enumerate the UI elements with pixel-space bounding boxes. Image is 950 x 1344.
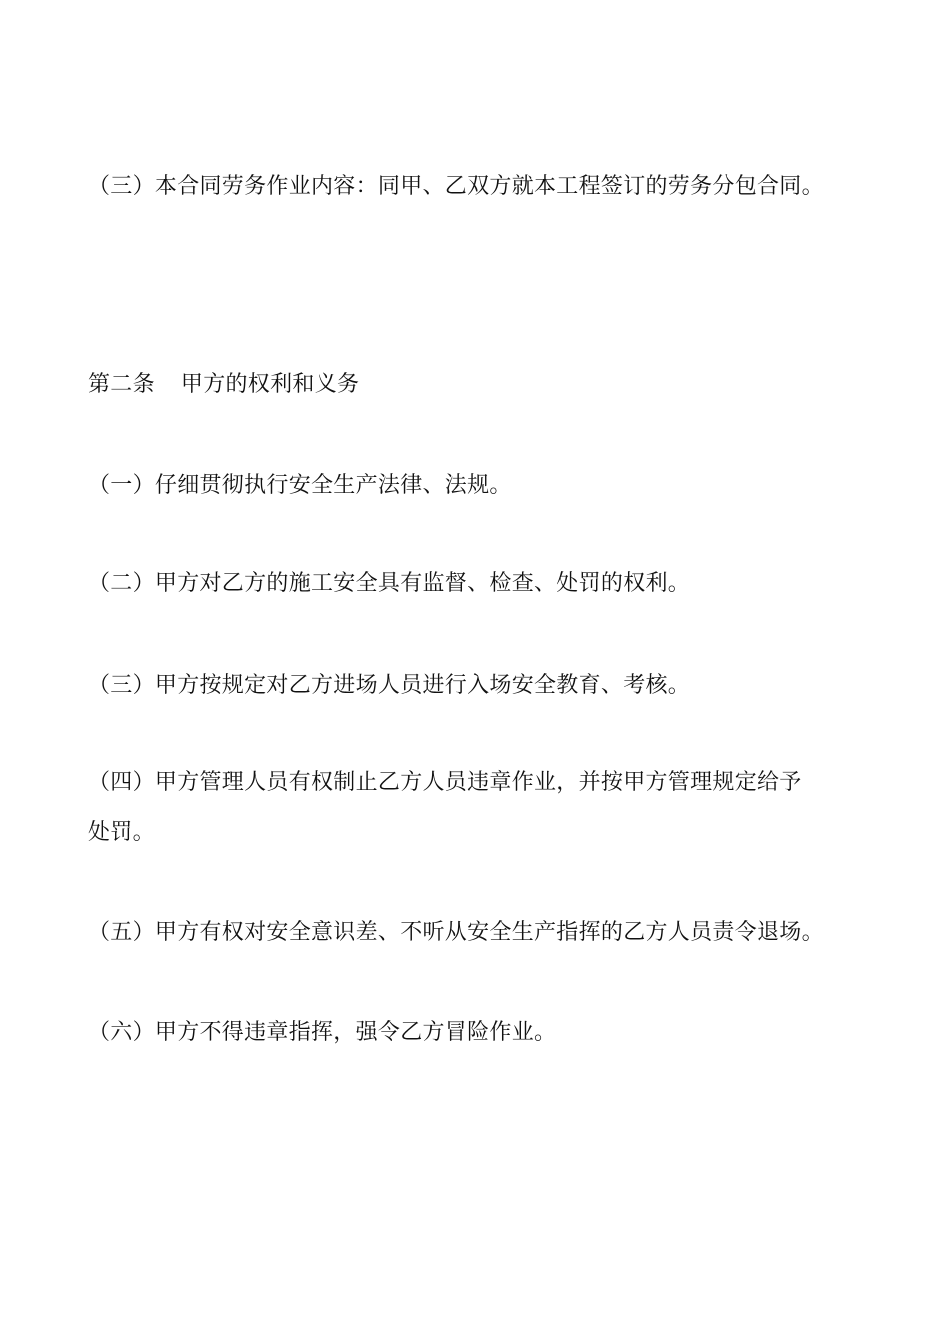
item-6: （六）甲方不得违章指挥，强令乙方冒险作业。 [88,1020,557,1045]
item-2: （二）甲方对乙方的施工安全具有监督、检查、处罚的权利。 [88,571,691,596]
clause-labor-content: （三）本合同劳务作业内容：同甲、乙双方就本工程签订的劳务分包合同。 [88,174,824,199]
item-5: （五）甲方有权对安全意识差、不听从安全生产指挥的乙方人员责令退场。 [88,920,824,945]
section-number: 第二条 [88,372,155,397]
section-title: 甲方的权利和义务 [180,372,360,397]
item-1: （一）仔细贯彻执行安全生产法律、法规。 [88,473,512,498]
item-4-line-1: （四）甲方管理人员有权制止乙方人员违章作业，并按甲方管理规定给予 [88,770,802,795]
item-4-line-2: 处罚。 [88,820,155,845]
item-3: （三）甲方按规定对乙方进场人员进行入场安全教育、考核。 [88,673,691,698]
section-heading [88,370,878,400]
